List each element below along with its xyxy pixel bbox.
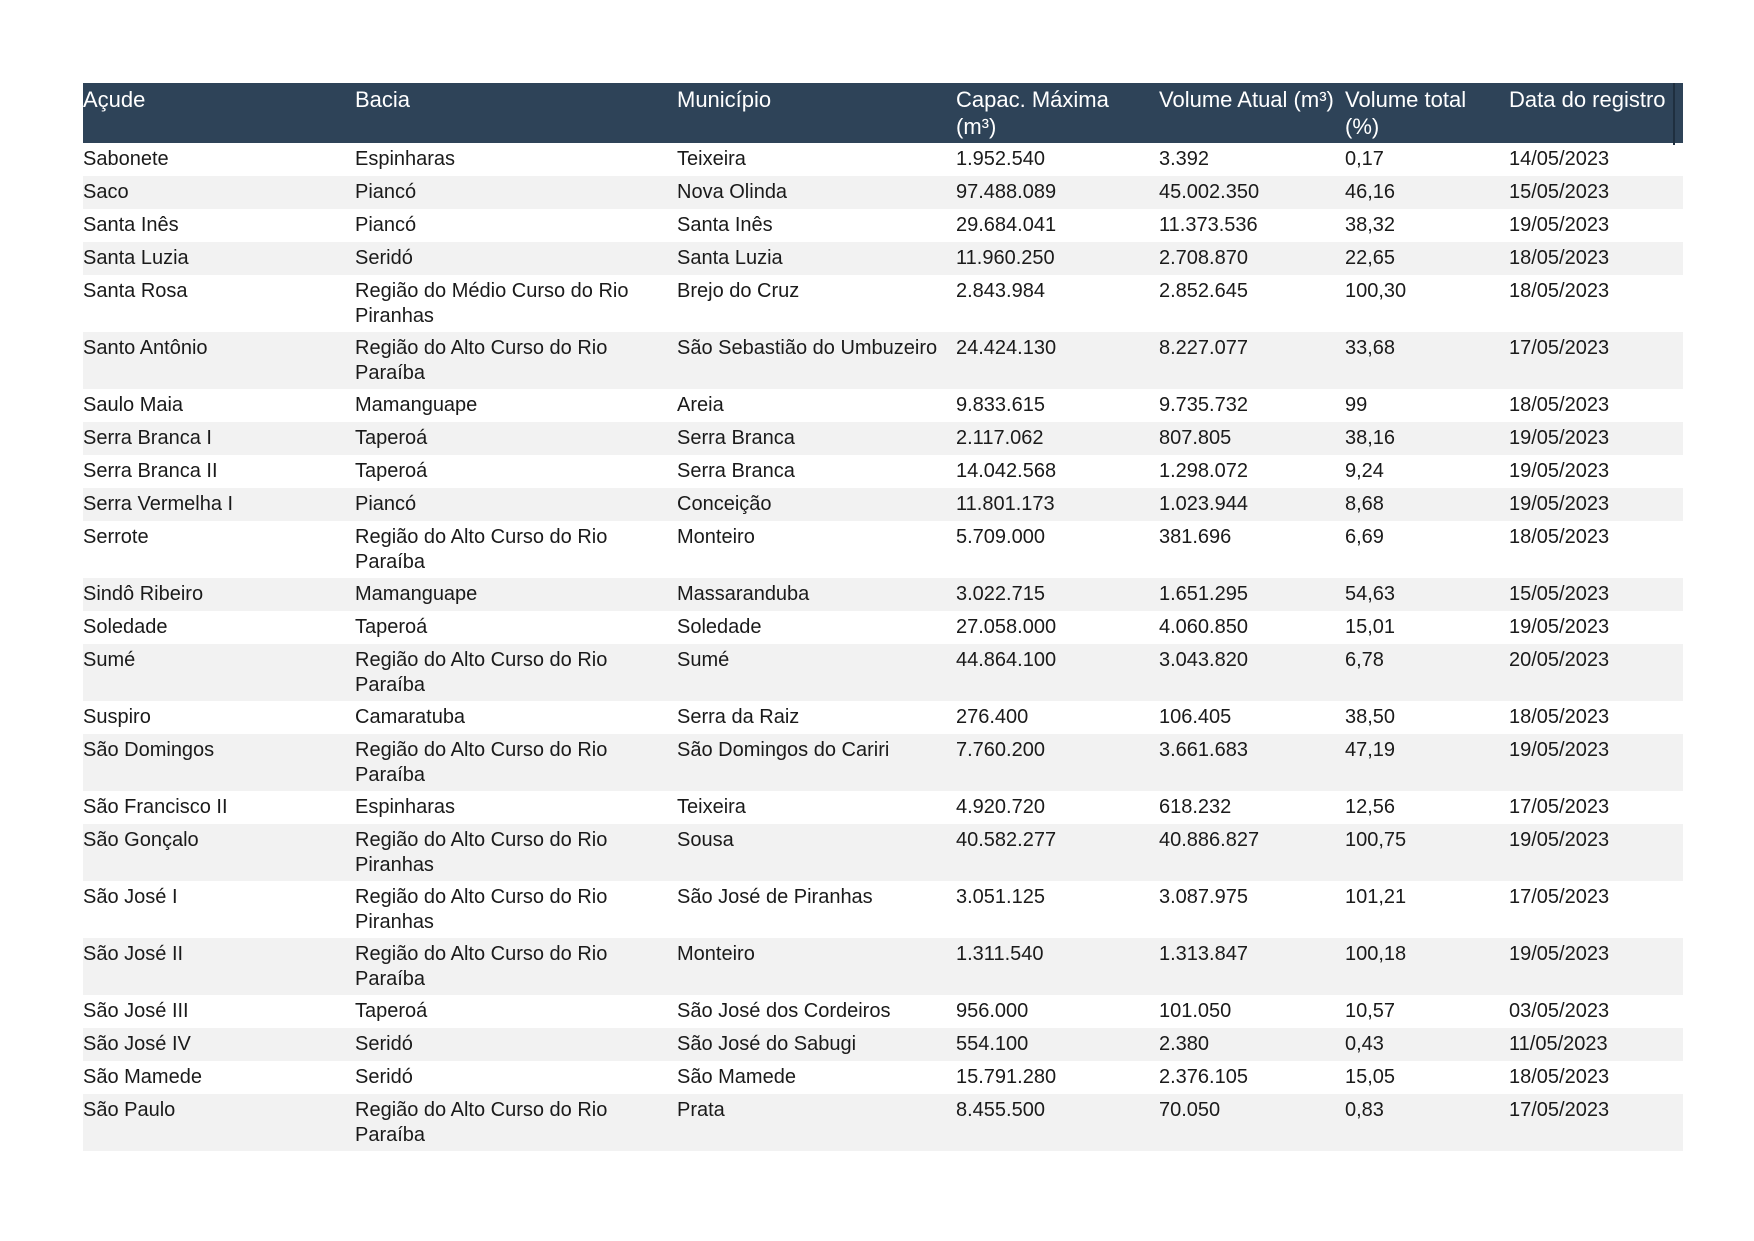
cell-volume-total: 12,56 <box>1345 796 1396 818</box>
cell-acude: Sabonete <box>83 148 169 170</box>
cell-municipio: Nova Olinda <box>677 181 788 203</box>
cell-acude: São Gonçalo <box>83 829 199 851</box>
cell-municipio: Teixeira <box>677 796 746 818</box>
header-data-registro: Data do registro <box>1509 87 1666 112</box>
cell-municipio: São José do Sabugi <box>677 1033 857 1055</box>
table-row <box>83 881 1683 938</box>
cell-bacia: Seridó <box>355 247 413 269</box>
cell-municipio: Santa Inês <box>677 214 773 236</box>
cell-capacidade-maxima: 1.952.540 <box>956 148 1045 170</box>
cell-capacidade-maxima: 14.042.568 <box>956 460 1057 482</box>
cell-municipio: São Sebastião do Umbuzeiro <box>677 337 938 359</box>
cell-volume-atual: 70.050 <box>1159 1099 1221 1121</box>
table-row <box>83 791 1683 824</box>
cell-acude: Santa Inês <box>83 214 179 236</box>
cell-bacia: Taperoá <box>355 1000 428 1022</box>
cell-municipio: Monteiro <box>677 526 755 548</box>
cell-bacia: Região do Alto Curso do Rio Paraíba <box>355 649 608 696</box>
cell-volume-total: 0,43 <box>1345 1033 1384 1055</box>
cell-data-registro: 17/05/2023 <box>1509 1099 1610 1121</box>
cell-data-registro: 20/05/2023 <box>1509 649 1610 671</box>
cell-acude: São Francisco II <box>83 796 228 818</box>
cell-bacia: Região do Alto Curso do Rio Paraíba <box>355 943 608 990</box>
cell-bacia: Região do Alto Curso do Rio Paraíba <box>355 337 608 384</box>
cell-municipio: Areia <box>677 394 724 416</box>
table-row <box>83 275 1683 332</box>
table-row <box>83 644 1683 701</box>
cell-municipio: São José de Piranhas <box>677 886 873 908</box>
table-row <box>83 422 1683 455</box>
cell-bacia: Espinharas <box>355 148 456 170</box>
cell-volume-atual: 2.380 <box>1159 1033 1210 1055</box>
cell-volume-atual: 3.043.820 <box>1159 649 1248 671</box>
cell-acude: Serrote <box>83 526 149 548</box>
cell-volume-total: 54,63 <box>1345 583 1396 605</box>
cell-bacia: Espinharas <box>355 796 456 818</box>
cell-volume-total: 101,21 <box>1345 886 1407 908</box>
cell-data-registro: 15/05/2023 <box>1509 181 1610 203</box>
cell-bacia: Piancó <box>355 493 417 515</box>
cell-data-registro: 18/05/2023 <box>1509 1066 1610 1088</box>
cell-bacia: Piancó <box>355 214 417 236</box>
cell-acude: Saulo Maia <box>83 394 184 416</box>
cell-municipio: Teixeira <box>677 148 746 170</box>
cell-capacidade-maxima: 40.582.277 <box>956 829 1057 851</box>
cell-bacia: Taperoá <box>355 460 428 482</box>
cell-capacidade-maxima: 3.051.125 <box>956 886 1045 908</box>
cell-data-registro: 18/05/2023 <box>1509 247 1610 269</box>
cell-bacia: Região do Alto Curso do Rio Paraíba <box>355 739 608 786</box>
cell-municipio: São Mamede <box>677 1066 796 1088</box>
cell-data-registro: 18/05/2023 <box>1509 706 1610 728</box>
table-row <box>83 611 1683 644</box>
cell-acude: Serra Branca I <box>83 427 212 449</box>
cell-capacidade-maxima: 9.833.615 <box>956 394 1045 416</box>
cell-volume-atual: 11.373.536 <box>1159 214 1258 236</box>
table-row <box>83 332 1683 389</box>
cell-acude: Saco <box>83 181 129 203</box>
table-row <box>83 488 1683 521</box>
table-row <box>83 521 1683 578</box>
cell-volume-atual: 101.050 <box>1159 1000 1232 1022</box>
reservoir-table <box>83 83 1683 1151</box>
cell-municipio: São José dos Cordeiros <box>677 1000 891 1022</box>
cell-acude: São Mamede <box>83 1066 202 1088</box>
cell-bacia: Região do Médio Curso do Rio Piranhas <box>355 280 629 327</box>
cell-volume-total: 100,75 <box>1345 829 1407 851</box>
cell-municipio: Serra Branca <box>677 460 795 482</box>
cell-capacidade-maxima: 956.000 <box>956 1000 1029 1022</box>
cell-capacidade-maxima: 11.801.173 <box>956 493 1055 515</box>
table-row <box>83 824 1683 881</box>
cell-municipio: Serra Branca <box>677 427 795 449</box>
cell-data-registro: 19/05/2023 <box>1509 616 1610 638</box>
cell-bacia: Taperoá <box>355 427 428 449</box>
cell-capacidade-maxima: 3.022.715 <box>956 583 1045 605</box>
cell-volume-atual: 381.696 <box>1159 526 1232 548</box>
cell-acude: Soledade <box>83 616 168 638</box>
cell-volume-atual: 45.002.350 <box>1159 181 1260 203</box>
cell-bacia: Seridó <box>355 1033 413 1055</box>
cell-data-registro: 18/05/2023 <box>1509 280 1610 302</box>
cell-acude: São José I <box>83 886 178 908</box>
cell-bacia: Mamanguape <box>355 583 478 605</box>
table-row <box>83 176 1683 209</box>
cell-data-registro: 17/05/2023 <box>1509 796 1610 818</box>
cell-acude: Sumé <box>83 649 136 671</box>
cell-data-registro: 19/05/2023 <box>1509 460 1610 482</box>
cell-acude: São Domingos <box>83 739 215 761</box>
table-row <box>83 1061 1683 1094</box>
cell-volume-atual: 1.651.295 <box>1159 583 1248 605</box>
cell-acude: Suspiro <box>83 706 151 728</box>
cell-volume-atual: 618.232 <box>1159 796 1232 818</box>
cell-acude: Santa Luzia <box>83 247 189 269</box>
cell-municipio: Sumé <box>677 649 730 671</box>
cell-data-registro: 03/05/2023 <box>1509 1000 1610 1022</box>
cell-data-registro: 19/05/2023 <box>1509 739 1610 761</box>
cell-volume-atual: 3.087.975 <box>1159 886 1248 908</box>
cell-volume-atual: 40.886.827 <box>1159 829 1260 851</box>
cell-volume-atual: 106.405 <box>1159 706 1232 728</box>
cell-bacia: Camaratuba <box>355 706 466 728</box>
cell-capacidade-maxima: 44.864.100 <box>956 649 1057 671</box>
cell-volume-atual: 2.708.870 <box>1159 247 1248 269</box>
cell-municipio: Prata <box>677 1099 725 1121</box>
cell-volume-total: 38,16 <box>1345 427 1396 449</box>
cell-capacidade-maxima: 97.488.089 <box>956 181 1057 203</box>
table-row <box>83 1028 1683 1061</box>
header-acude: Açude <box>83 87 146 112</box>
cell-data-registro: 19/05/2023 <box>1509 427 1610 449</box>
cell-capacidade-maxima: 4.920.720 <box>956 796 1045 818</box>
cell-volume-total: 38,32 <box>1345 214 1396 236</box>
table-row <box>83 143 1683 176</box>
cell-volume-atual: 2.852.645 <box>1159 280 1248 302</box>
cell-bacia: Seridó <box>355 1066 413 1088</box>
cell-acude: São José III <box>83 1000 189 1022</box>
cell-municipio: Sousa <box>677 829 734 851</box>
cell-volume-total: 22,65 <box>1345 247 1396 269</box>
cell-capacidade-maxima: 29.684.041 <box>956 214 1057 236</box>
cell-volume-total: 100,30 <box>1345 280 1407 302</box>
cell-capacidade-maxima: 24.424.130 <box>956 337 1057 359</box>
cell-municipio: Soledade <box>677 616 762 638</box>
cell-volume-total: 99 <box>1345 394 1368 416</box>
table-row <box>83 1094 1683 1151</box>
cell-capacidade-maxima: 1.311.540 <box>956 943 1044 965</box>
cell-capacidade-maxima: 8.455.500 <box>956 1099 1045 1121</box>
cell-volume-atual: 4.060.850 <box>1159 616 1248 638</box>
cell-volume-total: 15,01 <box>1345 616 1396 638</box>
cell-data-registro: 17/05/2023 <box>1509 886 1610 908</box>
cell-volume-total: 10,57 <box>1345 1000 1396 1022</box>
header-volume-total: Volume total (%) <box>1345 87 1467 139</box>
header-bacia: Bacia <box>355 87 411 112</box>
header-municipio: Município <box>677 87 772 112</box>
table-row <box>83 209 1683 242</box>
cell-capacidade-maxima: 27.058.000 <box>956 616 1057 638</box>
cell-volume-total: 33,68 <box>1345 337 1396 359</box>
cell-data-registro: 15/05/2023 <box>1509 583 1610 605</box>
table-row <box>83 938 1683 995</box>
table-row <box>83 701 1683 734</box>
cell-volume-total: 6,78 <box>1345 649 1384 671</box>
cell-data-registro: 17/05/2023 <box>1509 337 1610 359</box>
cell-data-registro: 19/05/2023 <box>1509 214 1610 236</box>
cell-capacidade-maxima: 15.791.280 <box>956 1066 1057 1088</box>
cell-volume-atual: 3.661.683 <box>1159 739 1248 761</box>
cell-volume-total: 100,18 <box>1345 943 1407 965</box>
cell-municipio: Monteiro <box>677 943 755 965</box>
cell-municipio: Serra da Raiz <box>677 706 800 728</box>
cell-volume-total: 8,68 <box>1345 493 1384 515</box>
table-row <box>83 995 1683 1028</box>
cell-volume-total: 47,19 <box>1345 739 1396 761</box>
table-row <box>83 578 1683 611</box>
cell-data-registro: 19/05/2023 <box>1509 493 1610 515</box>
cell-capacidade-maxima: 276.400 <box>956 706 1029 728</box>
table-row <box>83 389 1683 422</box>
cell-acude: Serra Branca II <box>83 460 218 482</box>
cell-acude: Santa Rosa <box>83 280 188 302</box>
cell-acude: São Paulo <box>83 1099 176 1121</box>
cell-acude: Serra Vermelha I <box>83 493 234 515</box>
cell-municipio: Brejo do Cruz <box>677 280 800 302</box>
table-header-row <box>83 83 1683 143</box>
cell-volume-atual: 807.805 <box>1159 427 1232 449</box>
cell-bacia: Piancó <box>355 181 417 203</box>
cell-volume-atual: 8.227.077 <box>1159 337 1248 359</box>
cell-volume-total: 0,83 <box>1345 1099 1384 1121</box>
cell-data-registro: 14/05/2023 <box>1509 148 1610 170</box>
cell-bacia: Mamanguape <box>355 394 478 416</box>
table-row <box>83 242 1683 275</box>
cell-volume-total: 46,16 <box>1345 181 1396 203</box>
cell-municipio: São Domingos do Cariri <box>677 739 890 761</box>
header-capacidade-maxima: Capac. Máxima (m³) <box>956 87 1109 139</box>
cell-volume-atual: 9.735.732 <box>1159 394 1248 416</box>
cell-volume-total: 0,17 <box>1345 148 1384 170</box>
cell-data-registro: 18/05/2023 <box>1509 526 1610 548</box>
cell-volume-atual: 1.298.072 <box>1159 460 1248 482</box>
cell-volume-atual: 1.313.847 <box>1159 943 1248 965</box>
cell-capacidade-maxima: 2.117.062 <box>956 427 1044 449</box>
cell-data-registro: 11/05/2023 <box>1509 1033 1608 1055</box>
cell-acude: São José IV <box>83 1033 191 1055</box>
cell-bacia: Região do Alto Curso do Rio Piranhas <box>355 886 608 933</box>
cell-volume-atual: 2.376.105 <box>1159 1066 1248 1088</box>
cell-acude: São José II <box>83 943 184 965</box>
cell-volume-atual: 3.392 <box>1159 148 1210 170</box>
cell-capacidade-maxima: 554.100 <box>956 1033 1029 1055</box>
cell-capacidade-maxima: 5.709.000 <box>956 526 1045 548</box>
cell-acude: Sindô Ribeiro <box>83 583 204 605</box>
cell-volume-atual: 1.023.944 <box>1159 493 1248 515</box>
cell-volume-total: 6,69 <box>1345 526 1384 548</box>
cell-capacidade-maxima: 11.960.250 <box>956 247 1055 269</box>
cell-bacia: Taperoá <box>355 616 428 638</box>
table-row <box>83 734 1683 791</box>
cell-data-registro: 19/05/2023 <box>1509 943 1610 965</box>
cell-volume-total: 38,50 <box>1345 706 1396 728</box>
cell-acude: Santo Antônio <box>83 337 208 359</box>
cell-volume-total: 15,05 <box>1345 1066 1396 1088</box>
cell-bacia: Região do Alto Curso do Rio Piranhas <box>355 829 608 876</box>
cell-municipio: Conceição <box>677 493 772 515</box>
cell-capacidade-maxima: 2.843.984 <box>956 280 1045 302</box>
cell-bacia: Região do Alto Curso do Rio Paraíba <box>355 526 608 573</box>
cell-capacidade-maxima: 7.760.200 <box>956 739 1045 761</box>
table-body <box>83 143 1683 1151</box>
cell-volume-total: 9,24 <box>1345 460 1384 482</box>
cell-data-registro: 18/05/2023 <box>1509 394 1610 416</box>
header-volume-atual: Volume Atual (m³) <box>1159 87 1334 112</box>
cell-bacia: Região do Alto Curso do Rio Paraíba <box>355 1099 608 1146</box>
cell-data-registro: 19/05/2023 <box>1509 829 1610 851</box>
table-row <box>83 455 1683 488</box>
reservoir-table-container <box>83 83 1683 1151</box>
cell-municipio: Massaranduba <box>677 583 810 605</box>
cell-municipio: Santa Luzia <box>677 247 783 269</box>
header-edge-divider <box>1673 83 1675 145</box>
